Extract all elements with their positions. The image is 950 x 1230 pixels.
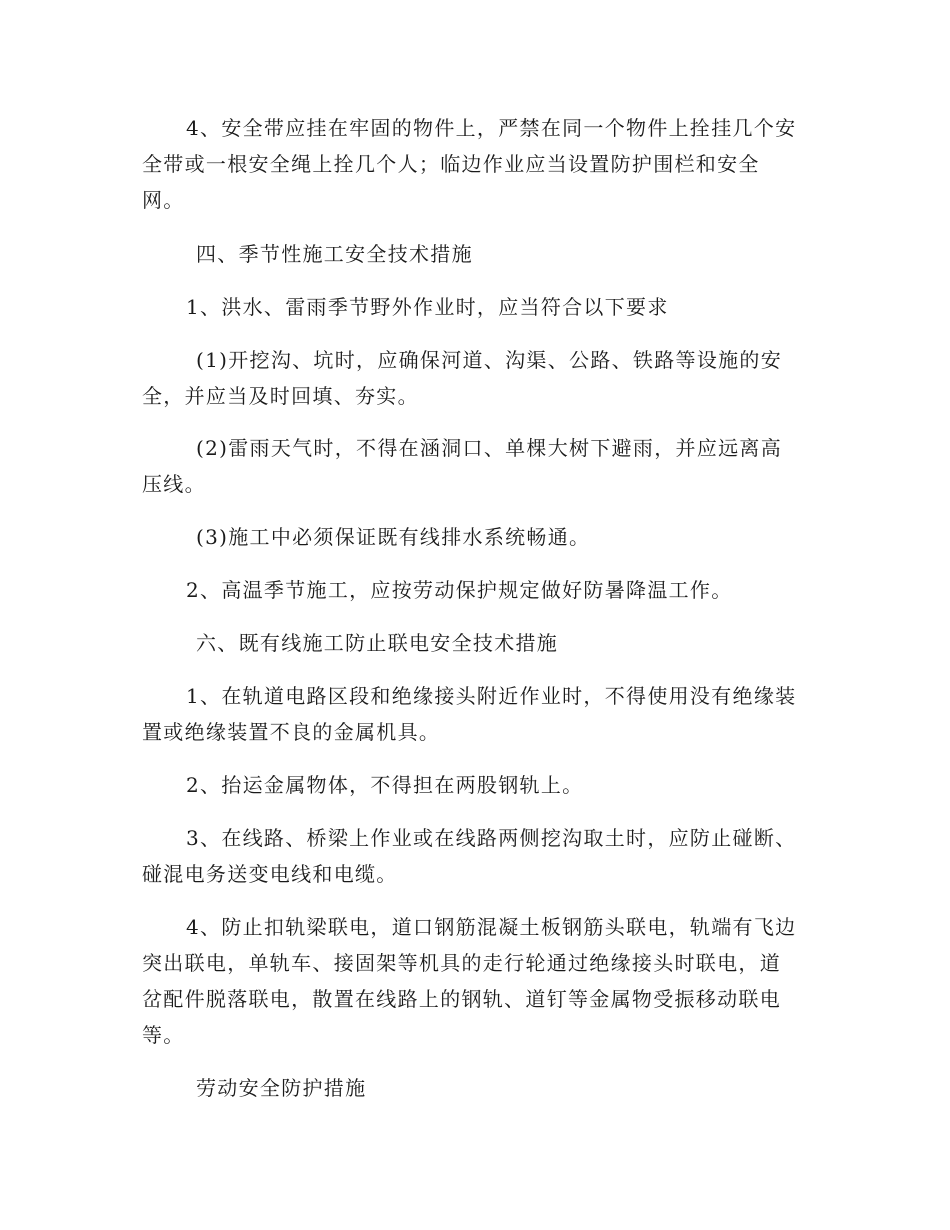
paragraph-line: 2、高温季节施工，应按劳动保护规定做好防暑降温工作。 [186, 578, 733, 602]
paragraph-line: 岔配件脱落联电，散置在线路上的钢轨、道钉等金属物受振移动联电 [142, 987, 781, 1011]
paragraph-line: 4、安全带应挂在牢固的物件上，严禁在同一个物件上拴挂几个安 [186, 116, 797, 140]
paragraph-line: 3、在线路、桥梁上作业或在线路两侧挖沟取土时，应防止碰断、 [186, 826, 797, 850]
paragraph-line: 全带或一根安全绳上拴几个人；临边作业应当设置防护围栏和安全 [142, 152, 760, 176]
paragraph-line: 置或绝缘装置不良的金属机具。 [142, 720, 441, 744]
paragraph-line: 4、防止扣轨梁联电，道口钢筋混凝土板钢筋头联电，轨端有飞边 [186, 915, 797, 939]
paragraph-line: (3)施工中必须保证既有线排水系统畅通。 [196, 525, 591, 549]
paragraph-line: (2)雷雨天气时，不得在涵洞口、单棵大树下避雨，并应远离高 [196, 436, 783, 460]
paragraph-line: 网。 [142, 188, 185, 212]
paragraph-line: 全，并应当及时回填、夯实。 [142, 384, 419, 408]
paragraph-line: 1、洪水、雷雨季节野外作业时，应当符合以下要求 [186, 295, 669, 319]
paragraph-line: 2、抬运金属物体，不得担在两股钢轨上。 [186, 773, 584, 797]
paragraph-line: (1)开挖沟、坑时，应确保河道、沟渠、公路、铁路等设施的安 [196, 348, 783, 372]
section-heading: 六、既有线施工防止联电安全技术措施 [196, 631, 559, 655]
paragraph-line: 压线。 [142, 472, 206, 496]
section-heading: 劳动安全防护措施 [196, 1076, 367, 1100]
section-heading: 四、季节性施工安全技术措施 [196, 242, 473, 266]
paragraph-line: 1、在轨道电路区段和绝缘接头附近作业时，不得使用没有绝缘装 [186, 684, 797, 708]
paragraph-line: 等。 [142, 1023, 185, 1047]
paragraph-line: 碰混电务送变电线和电缆。 [142, 862, 398, 886]
paragraph-line: 突出联电，单轨车、接固架等机具的走行轮通过绝缘接头时联电，道 [142, 951, 781, 975]
